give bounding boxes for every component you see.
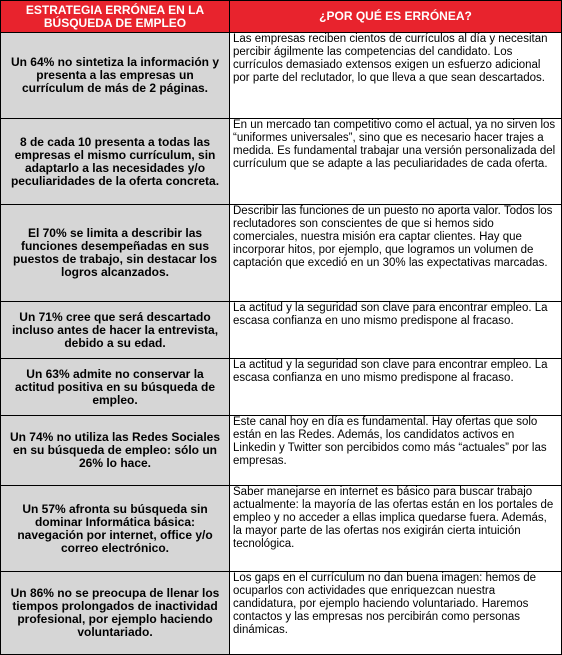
reason-cell: Los gaps en el currículum no dan buena imagen: hemos de ocuparlos con actividades que enriquezcan nuestra candidatura, por ejemplo haciendo voluntariado. Haremos contactos y las empresas nos percibirán como personas dinámicas. bbox=[230, 572, 562, 655]
header-reason: ¿POR QUÉ ES ERRÓNEA? bbox=[230, 1, 562, 33]
table-row bbox=[1, 33, 562, 119]
header-strategy: ESTRATEGIA ERRÓNEA EN LA BÚSQUEDA DE EMPLEO bbox=[1, 1, 230, 33]
table-row bbox=[1, 302, 562, 359]
reason-cell: Las empresas reciben cientos de currículos al día y necesitan percibir ágilmente las competencias del candidato. Los currículos demasiado extensos exigen un esfuerzo adicional por parte del reclutador, lo que lleva a que sean descartados. bbox=[230, 33, 562, 119]
strategy-cell: Un 63% admite no conservar la actitud positiva en su búsqueda de empleo. bbox=[1, 359, 230, 416]
strategy-cell: 8 de cada 10 presenta a todas las empresas el mismo currículum, sin adaptarlo a las necesidades y/o peculiaridades de la oferta concreta. bbox=[1, 119, 230, 205]
table-row bbox=[1, 119, 562, 205]
strategy-cell: Un 74% no utiliza las Redes Sociales en su búsqueda de empleo: sólo un 26% lo hace. bbox=[1, 416, 230, 486]
strategy-cell: Un 71% cree que será descartado incluso antes de hacer la entrevista, debido a su edad. bbox=[1, 302, 230, 359]
table-row bbox=[1, 205, 562, 302]
header-row bbox=[1, 1, 562, 33]
table-row bbox=[1, 572, 562, 655]
reason-cell: En un mercado tan competitivo como el actual, ya no sirven los “uniformes universales”, sino que es necesario hacer trajes a medida. Es fundamental trabajar una versión personalizada del currículum que se adapte a las peculiaridades de cada oferta. bbox=[230, 119, 562, 205]
reason-cell: Saber manejarse en internet es básico para buscar trabajo actualmente: la mayoría de las ofertas están en los portales de empleo y no acceder a ellas implica quedarse fuera. Además, la mayor parte de las ofertas nos exigirán cierta intuición tecnológica. bbox=[230, 486, 562, 572]
reason-cell: Describir las funciones de un puesto no aporta valor. Todos los reclutadores son conscientes de que si hemos sido comerciales, nuestra misión era captar clientes. Hay que incorporar hitos, por ejemplo, que logramos un volumen de captación que excedió en un 30% las expectativas marcadas. bbox=[230, 205, 562, 302]
table-row bbox=[1, 416, 562, 486]
table-row bbox=[1, 486, 562, 572]
reason-cell: La actitud y la seguridad son clave para encontrar empleo. La escasa confianza en uno mismo predispone al fracaso. bbox=[230, 359, 562, 416]
reason-cell: La actitud y la seguridad son clave para encontrar empleo. La escasa confianza en uno mismo predispone al fracaso. bbox=[230, 302, 562, 359]
reason-cell: Este canal hoy en día es fundamental. Hay ofertas que solo están en las Redes. Además, los candidatos activos en Linkedin y Twitter son percibidos como más “actuales” por las empresas. bbox=[230, 416, 562, 486]
strategy-cell: Un 57% afronta su búsqueda sin dominar Informática básica: navegación por internet, office y/o correo electrónico. bbox=[1, 486, 230, 572]
strategy-cell: Un 86% no se preocupa de llenar los tiempos prolongados de inactividad profesional, por ejemplo haciendo voluntariado. bbox=[1, 572, 230, 655]
strategy-cell: El 70% se limita a describir las funciones desempeñadas en sus puestos de trabajo, sin destacar los logros alcanzados. bbox=[1, 205, 230, 302]
table-row bbox=[1, 359, 562, 416]
strategy-cell: Un 64% no sintetiza la información y presenta a las empresas un currículum de más de 2 páginas. bbox=[1, 33, 230, 119]
